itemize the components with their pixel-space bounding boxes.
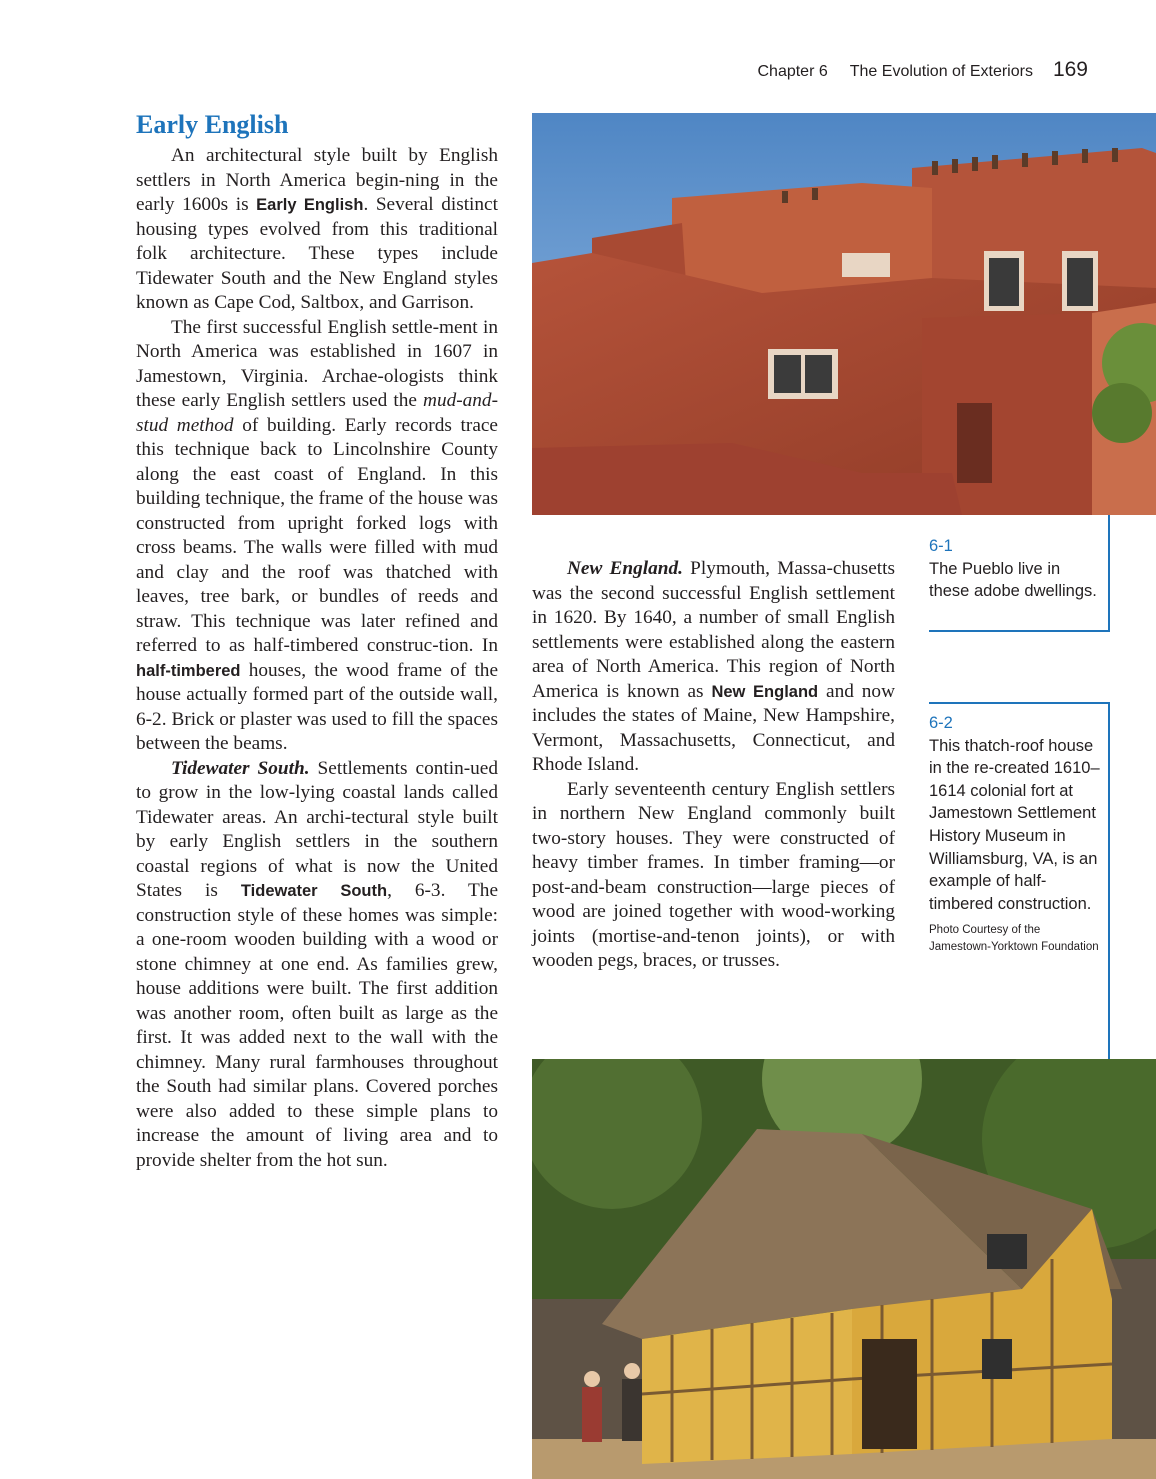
paragraph-early-english xyxy=(136,144,498,316)
text: . Several distinct housing types evolved from this traditional folk architecture. These types include Tidewater South and the New England styles known as Cape Cod, Saltbox, and Garrison. xyxy=(136,194,498,313)
middle-column xyxy=(532,557,895,974)
paragraph-jamestown xyxy=(136,316,498,757)
text: of building. Early records trace this technique back to Lincolnshire County along the east coast of England. In this building technique, the frame of the house was constructed from upright forked logs with cross beams. The walls were filled with mud and clay and the roof was thatched with leaves, tree bark, or bundles of reeds and straw. This technique was later refined and referred to as half-timbered construc-tion. In xyxy=(136,414,498,656)
figure-6-1-caption xyxy=(929,535,1104,603)
key-term-half-timbered: half-timbered xyxy=(136,661,241,680)
figure-number: 6-2 xyxy=(929,714,953,732)
figure-6-1-adobe-photo xyxy=(532,113,1156,515)
thatch-house-illustration xyxy=(532,1059,1156,1479)
key-term-early-english: Early English xyxy=(256,196,364,214)
text: , 6-3. The construction style of these homes was simple: a one-room wooden building with a wood or stone chimney at one end. As families grew, house additions were built. The first addition was another room, often built as large as the first. It was added next to the wall with the chimney. Many rural farmhouses throughout the South had similar plans. Covered porches were also added to these simple plans to increase the amount of living area and to provide shelter from the hot sun. xyxy=(136,880,498,1171)
text: and now includes the states of Maine, New Hampshire, Vermont, Massachusetts, Connecticut, and Rhode Island. xyxy=(532,680,895,775)
adobe-dwelling-illustration xyxy=(532,113,1156,515)
figure-number: 6-1 xyxy=(929,537,953,555)
page-number: 169 xyxy=(1052,58,1088,81)
photo-credit: Photo Courtesy of the Jamestown-Yorktown Foundation xyxy=(929,924,1099,953)
chapter-title: The Evolution of Exteriors xyxy=(849,63,1033,80)
text: An architectural style built by English settlers in North America begin-ning in the early 1600s is xyxy=(136,145,498,215)
caption-rule xyxy=(929,702,1110,704)
caption-text: This thatch-roof house in the re-created 1610–1614 colonial fort at Jamestown Settlement History Museum in Williamsburg, VA, is an example of half-timbered construction. xyxy=(929,736,1100,913)
chapter-label: Chapter 6 xyxy=(757,63,828,80)
text: Plymouth, Massa-chusetts was the second successful English settlement in 1620. By 1640, a number of small English settlements were established along the eastern area of North America. This region of North America is known as xyxy=(532,558,896,702)
key-term-new-england: New England xyxy=(711,682,819,701)
left-column xyxy=(136,110,498,1173)
paragraph-seventeenth-century xyxy=(532,778,895,974)
runin-heading-tidewater: Tidewater South. xyxy=(171,757,310,779)
caption-text: The Pueblo live in these adobe dwellings. xyxy=(929,559,1097,601)
key-term-tidewater-south: Tidewater South xyxy=(240,882,388,900)
text: The first successful English settle-ment in North America was established in 1607 in Jamestown, Virginia. Archae-ologists think these early English settlers used the xyxy=(136,316,498,411)
runin-heading-new-england: New England. xyxy=(567,558,683,579)
section-title: Early English xyxy=(136,110,289,139)
text: Early seventeenth century English settlers in northern New England commonly built two-story houses. They were constructed of heavy timber frames. In timber framing—or post-and-beam construction—large pieces of wood are joined together with wood-working joints (mortise-and-tenon joints), or with wooden pegs, braces, or trusses. xyxy=(532,778,895,971)
caption-rule xyxy=(1108,515,1110,632)
figure-6-2-caption xyxy=(929,712,1104,955)
mud-and-stud-term: mud-and-stud method xyxy=(136,390,498,436)
text: houses, the wood frame of the house actually formed part of the outside wall, 6-2. Brick or plaster was used to fill the spaces between the beams. xyxy=(136,659,498,754)
caption-rule xyxy=(929,630,1110,632)
caption-rule xyxy=(1108,702,1110,1059)
paragraph-tidewater-south xyxy=(136,757,498,1174)
paragraph-new-england xyxy=(532,557,895,778)
running-header xyxy=(757,58,1088,82)
text: Settlements contin-ued to grow in the low-lying coastal lands called Tidewater areas. An archi-tectural style built by early English settlers in the southern coastal regions of what is now the United States is xyxy=(136,757,498,901)
figure-6-2-thatch-house-photo xyxy=(532,1059,1156,1479)
